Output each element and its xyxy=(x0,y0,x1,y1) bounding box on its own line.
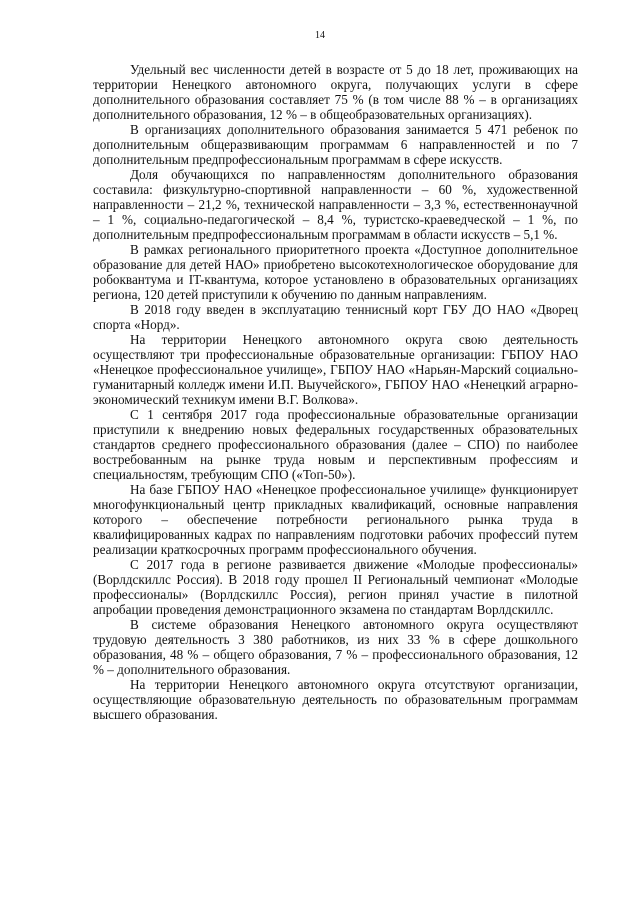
paragraph-worldskills: С 2017 года в регионе развивается движение «Молодые профессионалы» (Ворлдскиллс Россия). В 2018 году прошел II Региональный чемпионат «Молодые профессионалы» (Ворлдскиллс Россия), регион принял участие в пилотной апробации проведения демонстрационного экзамена по стандартам Ворлдскиллс. xyxy=(93,557,578,617)
paragraph-tennis-court: В 2018 году введен в эксплуатацию теннисный корт ГБУ ДО НАО «Дворец спорта «Норд». xyxy=(93,302,578,332)
paragraph-professional-organizations: На территории Ненецкого автономного округа свою деятельность осуществляют три профессиональные образовательные организации: ГБПОУ НАО «Ненецкое профессиональное училище», ГБПОУ НАО «Нарьян-Марский социально-гуманитарный колледж имени И.П. Выучейского», ГБПОУ НАО «Ненецкий аграрно-экономический техникум имени В.Г. Волкова». xyxy=(93,332,578,407)
paragraph-directions-share: Доля обучающихся по направленностям дополнительного образования составила: физкультурно-спортивной направленности – 60 %, художественной направленности – 21,2 %, технической направленности – 3,3 %, естественнонаучной – 1 %, социально-педагогической – 8,4 %, туристско-краеведческой – 1 %, по дополнительным предпрофессиональным программам в области искусств – 5,1 %. xyxy=(93,167,578,242)
paragraph-qualification-center: На базе ГБПОУ НАО «Ненецкое профессиональное училище» функционирует многофункциональный центр прикладных квалификаций, основные направления которого – обеспечение потребности регионального рынка труда в квалифицированных кадрах по направлениям подготовки рабочих профессий путем реализации краткосрочных программ профессионального обучения. xyxy=(93,482,578,557)
paragraph-staff: В системе образования Ненецкого автономного округа осуществляют трудовую деятельность 3 380 работников, из них 33 % в сфере дошкольного образования, 48 % – общего образования, 7 % – профессионального образования, 12 % – дополнительного образования. xyxy=(93,617,578,677)
page-number: 14 xyxy=(315,30,325,41)
paragraph-fgos-implementation: С 1 сентября 2017 года профессиональные образовательные организации приступили к внедрению новых федеральных государственных образовательных стандартов среднего профессионального образования (далее – СПО) по наиболее востребованным на рынке труда новым и перспективным профессиям и специальностям, требующим СПО («Топ-50»). xyxy=(93,407,578,482)
paragraph-enrollment: В организациях дополнительного образования занимается 5 471 ребенок по дополнительным общеразвивающим программам 6 направленностей и по 7 дополнительным предпрофессиональным программам в сфере искусств. xyxy=(93,122,578,167)
document-body xyxy=(93,62,578,722)
paragraph-regional-project: В рамках регионального приоритетного проекта «Доступное дополнительное образование для детей НАО» приобретено высокотехнологическое оборудование для робоквантума и IT-квантума, которое установлено в образовательных организациях региона, 120 детей приступили к обучению по данным направлениям. xyxy=(93,242,578,302)
paragraph-children-share: Удельный вес численности детей в возрасте от 5 до 18 лет, проживающих на территории Ненецкого автономного округа, получающих услуги в сфере дополнительного образования составляет 75 % (в том числе 88 % – в организациях дополнительного образования, 12 % – в общеобразовательных организациях). xyxy=(93,62,578,122)
paragraph-higher-education: На территории Ненецкого автономного округа отсутствуют организации, осуществляющие образовательную деятельность по образовательным программам высшего образования. xyxy=(93,677,578,722)
